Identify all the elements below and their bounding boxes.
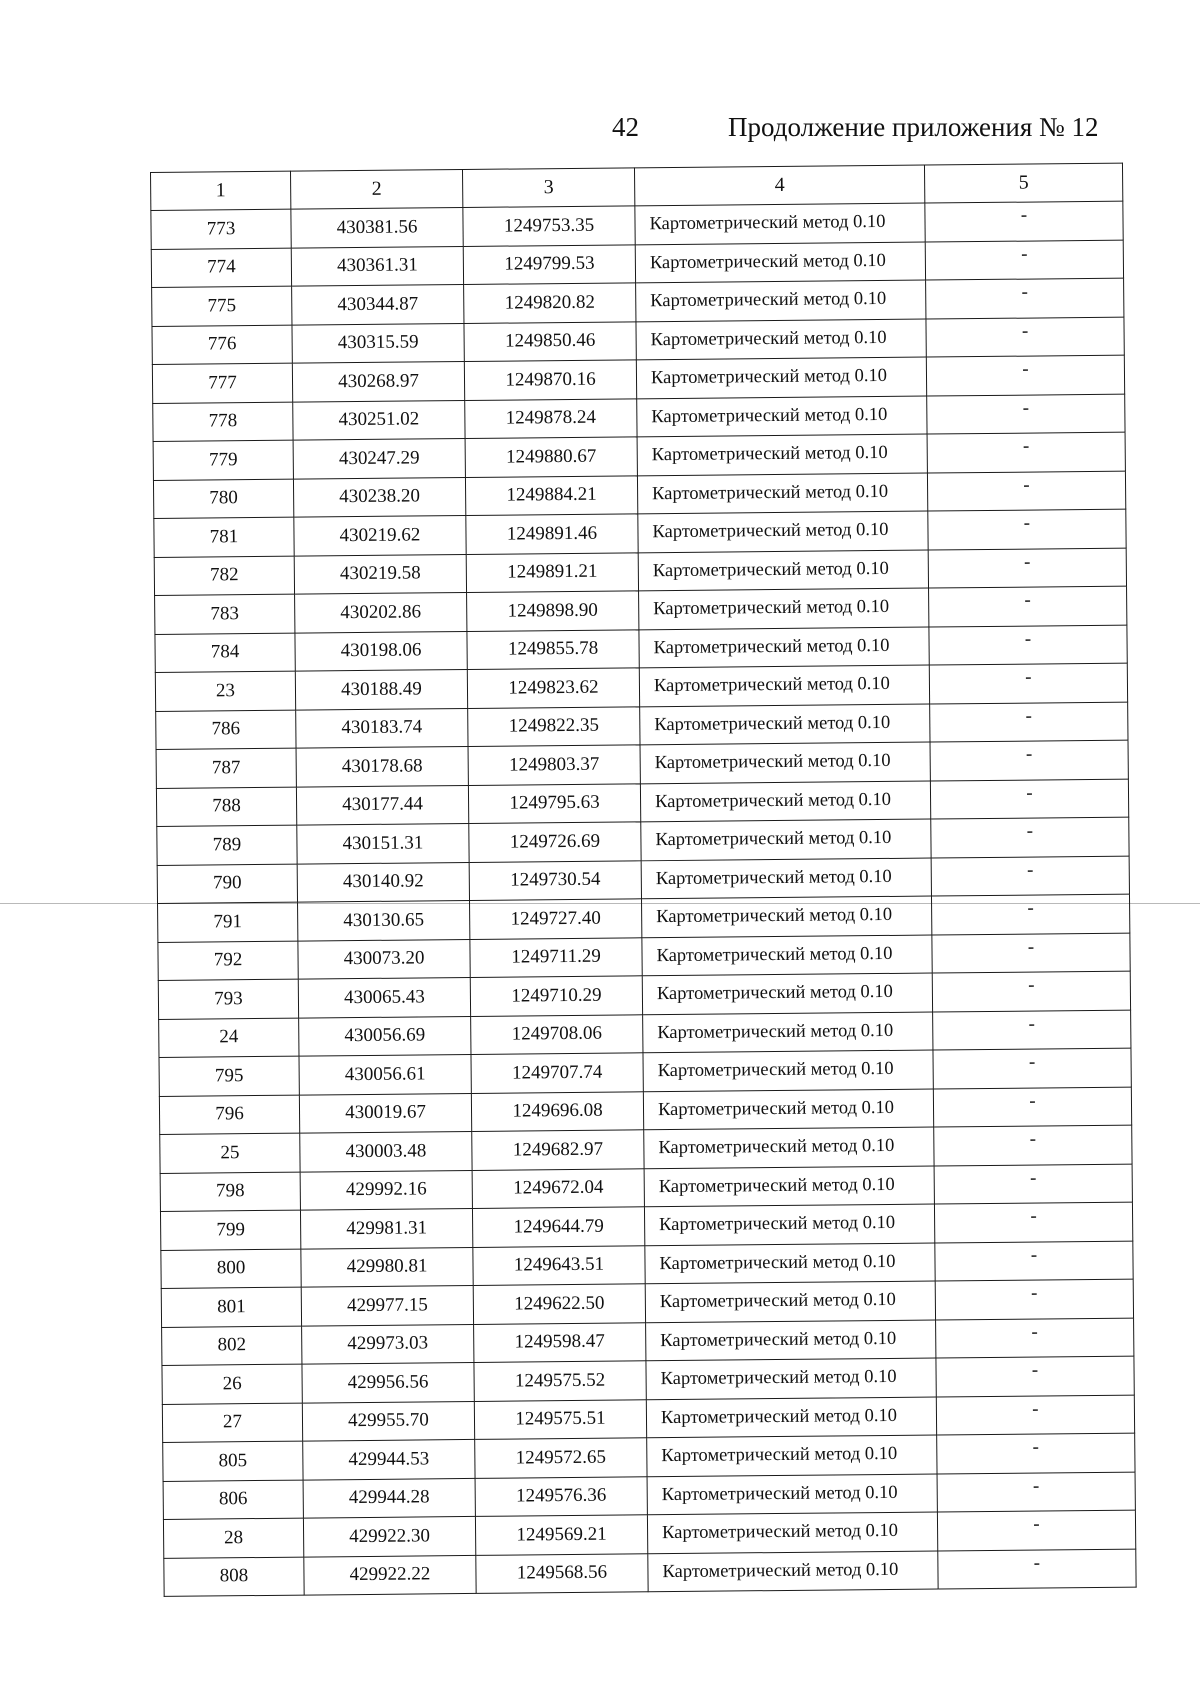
point-number-cell: 782 xyxy=(154,556,294,596)
method-cell: Картометрический метод 0.10 xyxy=(644,1166,934,1207)
x-coordinate-cell: 430268.97 xyxy=(292,361,464,401)
point-number-cell: 806 xyxy=(163,1480,303,1520)
x-coordinate-cell: 430151.31 xyxy=(297,823,469,863)
note-cell: - xyxy=(935,1279,1133,1319)
note-cell: - xyxy=(933,1048,1131,1088)
method-cell: Картометрический метод 0.10 xyxy=(647,1512,937,1553)
point-number-cell: 776 xyxy=(152,325,292,365)
note-cell: - xyxy=(930,702,1128,742)
note-cell: - xyxy=(937,1433,1135,1473)
y-coordinate-cell: 1249575.51 xyxy=(474,1399,646,1439)
note-cell: - xyxy=(933,1010,1131,1050)
note-cell: - xyxy=(936,1318,1134,1358)
method-cell: Картометрический метод 0.10 xyxy=(640,781,930,822)
x-coordinate-cell: 430188.49 xyxy=(295,669,467,709)
note-cell: - xyxy=(931,817,1129,857)
note-cell: - xyxy=(926,278,1124,318)
method-cell: Картометрический метод 0.10 xyxy=(647,1435,937,1476)
method-cell: Картометрический метод 0.10 xyxy=(637,396,927,437)
note-cell: - xyxy=(937,1472,1135,1512)
y-coordinate-cell: 1249795.63 xyxy=(468,783,640,823)
point-number-cell: 783 xyxy=(155,594,295,634)
x-coordinate-cell: 429977.15 xyxy=(301,1285,473,1325)
y-coordinate-cell: 1249803.37 xyxy=(468,745,640,785)
x-coordinate-cell: 430202.86 xyxy=(295,592,467,632)
point-number-cell: 795 xyxy=(159,1056,299,1096)
method-cell: Картометрический метод 0.10 xyxy=(638,550,928,591)
y-coordinate-cell: 1249711.29 xyxy=(470,937,642,977)
method-cell: Картометрический метод 0.10 xyxy=(640,742,930,783)
method-cell: Картометрический метод 0.10 xyxy=(636,319,926,360)
x-coordinate-cell: 430251.02 xyxy=(293,400,465,440)
y-coordinate-cell: 1249880.67 xyxy=(465,437,637,477)
point-number-cell: 788 xyxy=(156,787,296,827)
note-cell: - xyxy=(929,586,1127,626)
coordinates-table xyxy=(150,163,1137,1597)
point-number-cell: 23 xyxy=(155,671,295,711)
x-coordinate-cell: 430238.20 xyxy=(293,477,465,517)
method-cell: Картометрический метод 0.10 xyxy=(637,434,927,475)
point-number-cell: 800 xyxy=(161,1249,301,1289)
method-cell: Картометрический метод 0.10 xyxy=(641,896,931,937)
y-coordinate-cell: 1249643.51 xyxy=(473,1245,645,1285)
note-cell: - xyxy=(934,1202,1132,1242)
x-coordinate-cell: 430065.43 xyxy=(298,977,470,1017)
method-cell: Картометрический метод 0.10 xyxy=(645,1281,935,1322)
note-cell: - xyxy=(930,779,1128,819)
x-coordinate-cell: 430140.92 xyxy=(297,862,469,902)
method-cell: Картометрический метод 0.10 xyxy=(640,704,930,745)
point-number-cell: 777 xyxy=(152,363,292,403)
x-coordinate-cell: 429981.31 xyxy=(300,1208,472,1248)
note-cell: - xyxy=(931,856,1129,896)
method-cell: Картометрический метод 0.10 xyxy=(643,1012,933,1053)
y-coordinate-cell: 1249820.82 xyxy=(464,283,636,323)
note-cell: - xyxy=(933,1087,1131,1127)
page-caption: Продолжение приложения № 12 xyxy=(728,112,1099,142)
point-number-cell: 781 xyxy=(154,517,294,557)
note-cell: - xyxy=(929,625,1127,665)
method-cell: Картометрический метод 0.10 xyxy=(647,1474,937,1515)
x-coordinate-cell: 430219.62 xyxy=(294,515,466,555)
point-number-cell: 24 xyxy=(159,1018,299,1058)
point-number-cell: 786 xyxy=(156,710,296,750)
y-coordinate-cell: 1249568.56 xyxy=(476,1553,648,1593)
note-cell: - xyxy=(936,1356,1134,1396)
method-cell: Картометрический метод 0.10 xyxy=(643,1050,933,1091)
method-cell: Картометрический метод 0.10 xyxy=(635,242,925,283)
y-coordinate-cell: 1249707.74 xyxy=(471,1053,643,1093)
y-coordinate-cell: 1249891.21 xyxy=(466,552,638,592)
note-cell: - xyxy=(928,509,1126,549)
point-number-cell: 792 xyxy=(158,941,298,981)
point-number-cell: 808 xyxy=(164,1557,304,1597)
method-cell: Картометрический метод 0.10 xyxy=(638,511,928,552)
point-number-cell: 793 xyxy=(158,979,298,1019)
x-coordinate-cell: 430003.48 xyxy=(300,1131,472,1171)
y-coordinate-cell: 1249710.29 xyxy=(470,976,642,1016)
x-coordinate-cell: 430381.56 xyxy=(291,207,463,247)
x-coordinate-cell: 430073.20 xyxy=(298,939,470,979)
y-coordinate-cell: 1249823.62 xyxy=(467,668,639,708)
x-coordinate-cell: 429956.56 xyxy=(302,1362,474,1402)
y-coordinate-cell: 1249753.35 xyxy=(463,206,635,246)
note-cell: - xyxy=(935,1241,1133,1281)
note-cell: - xyxy=(931,894,1129,934)
point-number-cell: 789 xyxy=(157,825,297,865)
y-coordinate-cell: 1249727.40 xyxy=(470,899,642,939)
column-header-5: 5 xyxy=(924,163,1122,203)
note-cell: - xyxy=(925,240,1123,280)
method-cell: Картометрический метод 0.10 xyxy=(641,858,931,899)
point-number-cell: 801 xyxy=(161,1287,301,1327)
method-cell: Картометрический метод 0.10 xyxy=(645,1243,935,1284)
y-coordinate-cell: 1249855.78 xyxy=(467,629,639,669)
point-number-cell: 774 xyxy=(151,248,291,288)
x-coordinate-cell: 429944.28 xyxy=(303,1478,475,1518)
point-number-cell: 27 xyxy=(162,1403,302,1443)
y-coordinate-cell: 1249726.69 xyxy=(469,822,641,862)
page-header xyxy=(0,112,1200,152)
point-number-cell: 780 xyxy=(153,479,293,519)
x-coordinate-cell: 430056.61 xyxy=(299,1054,471,1094)
y-coordinate-cell: 1249884.21 xyxy=(465,475,637,515)
note-cell: - xyxy=(929,663,1127,703)
y-coordinate-cell: 1249799.53 xyxy=(463,244,635,284)
y-coordinate-cell: 1249569.21 xyxy=(475,1515,647,1555)
method-cell: Картометрический метод 0.10 xyxy=(639,588,929,629)
note-cell: - xyxy=(934,1164,1132,1204)
y-coordinate-cell: 1249822.35 xyxy=(468,706,640,746)
x-coordinate-cell: 430315.59 xyxy=(292,323,464,363)
point-number-cell: 802 xyxy=(162,1326,302,1366)
point-number-cell: 778 xyxy=(153,402,293,442)
note-cell: - xyxy=(927,471,1125,511)
x-coordinate-cell: 430019.67 xyxy=(299,1093,471,1133)
point-number-cell: 26 xyxy=(162,1364,302,1404)
y-coordinate-cell: 1249576.36 xyxy=(475,1476,647,1516)
column-header-2: 2 xyxy=(290,170,462,210)
y-coordinate-cell: 1249682.97 xyxy=(472,1130,644,1170)
x-coordinate-cell: 430056.69 xyxy=(299,1016,471,1056)
x-coordinate-cell: 429922.22 xyxy=(304,1555,476,1595)
note-cell: - xyxy=(934,1125,1132,1165)
method-cell: Картометрический метод 0.10 xyxy=(646,1358,936,1399)
y-coordinate-cell: 1249696.08 xyxy=(471,1091,643,1131)
method-cell: Картометрический метод 0.10 xyxy=(648,1551,938,1592)
note-cell: - xyxy=(926,317,1124,357)
note-cell: - xyxy=(937,1510,1135,1550)
method-cell: Картометрический метод 0.10 xyxy=(636,357,926,398)
note-cell: - xyxy=(932,971,1130,1011)
x-coordinate-cell: 429980.81 xyxy=(301,1247,473,1287)
table-body xyxy=(151,201,1136,1596)
column-header-4: 4 xyxy=(634,165,924,206)
point-number-cell: 799 xyxy=(160,1210,300,1250)
column-header-1: 1 xyxy=(151,171,291,210)
x-coordinate-cell: 430344.87 xyxy=(292,284,464,324)
method-cell: Картометрический метод 0.10 xyxy=(646,1320,936,1361)
x-coordinate-cell: 429922.30 xyxy=(303,1516,475,1556)
note-cell: - xyxy=(927,394,1125,434)
note-cell: - xyxy=(936,1395,1134,1435)
x-coordinate-cell: 429944.53 xyxy=(303,1439,475,1479)
x-coordinate-cell: 429955.70 xyxy=(302,1401,474,1441)
method-cell: Картометрический метод 0.10 xyxy=(644,1127,934,1168)
y-coordinate-cell: 1249891.46 xyxy=(466,514,638,554)
point-number-cell: 791 xyxy=(158,902,298,942)
x-coordinate-cell: 430219.58 xyxy=(294,554,466,594)
method-cell: Картометрический метод 0.10 xyxy=(636,280,926,321)
method-cell: Картометрический метод 0.10 xyxy=(642,973,932,1014)
point-number-cell: 787 xyxy=(156,748,296,788)
point-number-cell: 775 xyxy=(152,286,292,326)
y-coordinate-cell: 1249708.06 xyxy=(471,1014,643,1054)
point-number-cell: 805 xyxy=(163,1441,303,1481)
method-cell: Картометрический метод 0.10 xyxy=(639,627,929,668)
y-coordinate-cell: 1249870.16 xyxy=(464,360,636,400)
table-row xyxy=(164,1549,1136,1597)
point-number-cell: 790 xyxy=(157,864,297,904)
x-coordinate-cell: 429992.16 xyxy=(300,1170,472,1210)
page-number: 42 xyxy=(612,112,639,142)
note-cell: - xyxy=(930,740,1128,780)
y-coordinate-cell: 1249898.90 xyxy=(467,591,639,631)
x-coordinate-cell: 430198.06 xyxy=(295,631,467,671)
x-coordinate-cell: 430183.74 xyxy=(296,708,468,748)
y-coordinate-cell: 1249598.47 xyxy=(474,1322,646,1362)
y-coordinate-cell: 1249575.52 xyxy=(474,1361,646,1401)
y-coordinate-cell: 1249572.65 xyxy=(475,1438,647,1478)
column-header-3: 3 xyxy=(462,168,634,208)
method-cell: Картометрический метод 0.10 xyxy=(644,1204,934,1245)
method-cell: Картометрический метод 0.10 xyxy=(641,819,931,860)
point-number-cell: 784 xyxy=(155,633,295,673)
note-cell: - xyxy=(927,432,1125,472)
y-coordinate-cell: 1249730.54 xyxy=(469,860,641,900)
x-coordinate-cell: 429973.03 xyxy=(302,1324,474,1364)
x-coordinate-cell: 430361.31 xyxy=(291,246,463,286)
note-cell: - xyxy=(925,201,1123,241)
note-cell: - xyxy=(926,355,1124,395)
y-coordinate-cell: 1249644.79 xyxy=(472,1207,644,1247)
y-coordinate-cell: 1249622.50 xyxy=(473,1284,645,1324)
y-coordinate-cell: 1249672.04 xyxy=(472,1168,644,1208)
method-cell: Картометрический метод 0.10 xyxy=(639,665,929,706)
point-number-cell: 798 xyxy=(160,1172,300,1212)
y-coordinate-cell: 1249850.46 xyxy=(464,321,636,361)
note-cell: - xyxy=(928,548,1126,588)
point-number-cell: 25 xyxy=(160,1133,300,1173)
note-cell: - xyxy=(938,1549,1136,1589)
x-coordinate-cell: 430247.29 xyxy=(293,438,465,478)
x-coordinate-cell: 430177.44 xyxy=(296,785,468,825)
method-cell: Картометрический метод 0.10 xyxy=(635,203,925,244)
method-cell: Картометрический метод 0.10 xyxy=(637,473,927,514)
method-cell: Картометрический метод 0.10 xyxy=(646,1397,936,1438)
note-cell: - xyxy=(932,933,1130,973)
point-number-cell: 773 xyxy=(151,209,291,249)
point-number-cell: 796 xyxy=(159,1095,299,1135)
x-coordinate-cell: 430178.68 xyxy=(296,746,468,786)
x-coordinate-cell: 430130.65 xyxy=(298,900,470,940)
point-number-cell: 779 xyxy=(153,440,293,480)
point-number-cell: 28 xyxy=(163,1518,303,1558)
y-coordinate-cell: 1249878.24 xyxy=(465,398,637,438)
method-cell: Картометрический метод 0.10 xyxy=(642,935,932,976)
method-cell: Картометрический метод 0.10 xyxy=(643,1089,933,1130)
